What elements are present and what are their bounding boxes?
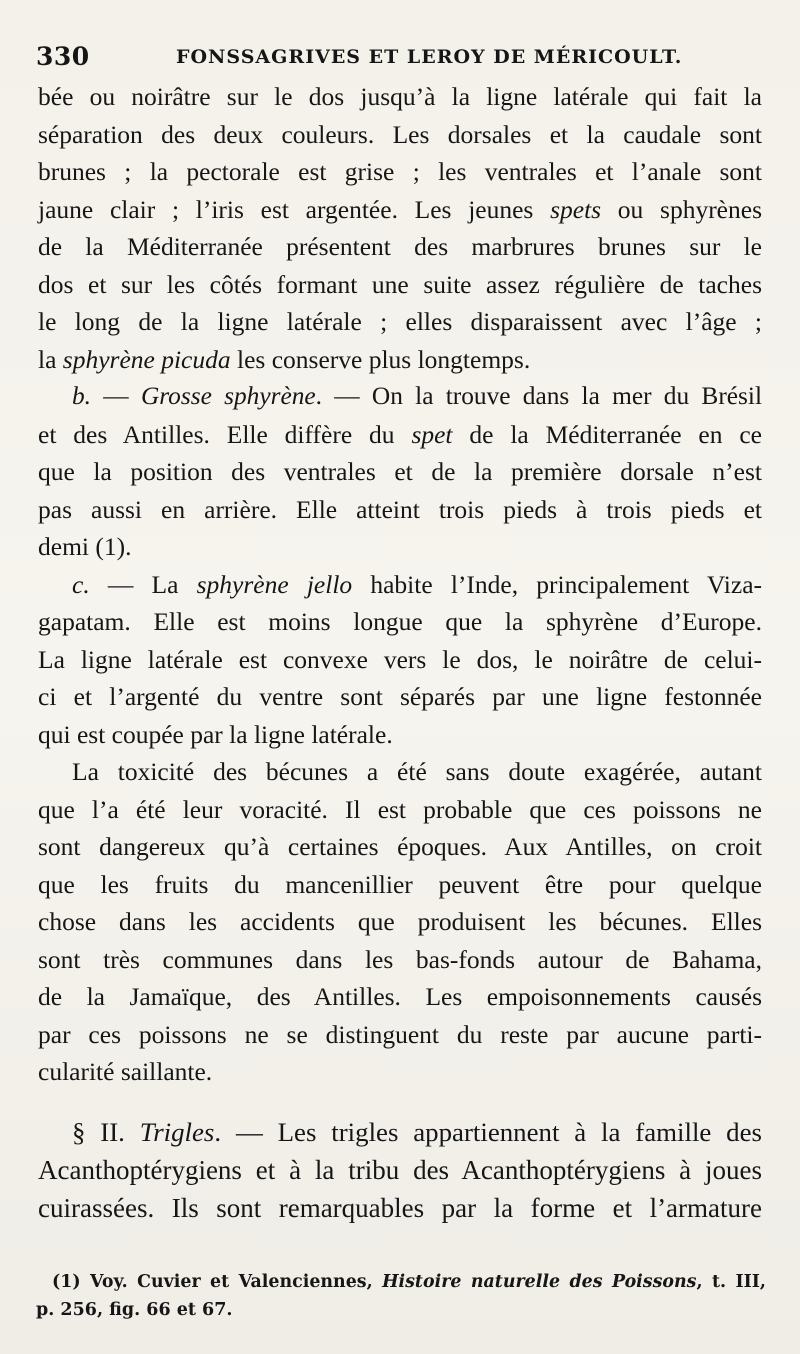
- text-line: chose dans les accidents que produisent les bécunes. Elles: [38, 907, 762, 936]
- text-line: La toxicité des bécunes a été sans doute exagérée, autant: [72, 757, 762, 786]
- text-line: cuirassées. Ils sont remarquables par la forme et l’armature: [38, 1192, 762, 1223]
- text-line: b. — Grosse sphyrène. — On la trouve dans la mer du Brésil: [72, 382, 762, 410]
- text-line: sont dangereux qu’à certaines époques. Aux Antilles, on croit: [38, 832, 762, 861]
- text-line: bée ou noirâtre sur le dos jusqu’à la ligne latérale qui fait la: [38, 82, 762, 111]
- section-heading-line: § II. Trigles. — Les trigles appartiennent à la famille des: [72, 1116, 762, 1147]
- text-line: c. — La sphyrène jello habite l’Inde, principalement Viza-: [72, 569, 762, 599]
- text-line: brunes ; la pectorale est grise ; les ventrales et l’anale sont: [38, 157, 762, 186]
- text-line: dos et sur les côtés formant une suite assez régulière de taches: [38, 269, 762, 299]
- text-line: que la position des ventrales et de la première dorsale n’est: [38, 457, 762, 486]
- text-line: Acanthoptérygiens et à la tribu des Acanthoptérygiens à joues: [38, 1154, 762, 1185]
- paragraph-sphyrene-coloring: [38, 78, 762, 378]
- text-line: de la Jamaïque, des Antilles. Les empoisonnements causés: [38, 982, 762, 1011]
- text-line: cularité saillante.: [38, 1057, 213, 1086]
- text-line: ci et l’argenté du ventre sont séparés par une ligne festonnée: [38, 682, 762, 711]
- text-line: de la Méditerranée présentent des marbrures brunes sur le: [38, 232, 762, 261]
- text-line: qui est coupée par la ligne latérale.: [38, 719, 393, 749]
- text-line: le long de la ligne latérale ; elles disparaissent avec l’âge ;: [38, 307, 762, 336]
- text-line: que les fruits du mancenillier peuvent être pour quelque: [38, 869, 762, 899]
- text-line: la sphyrène picuda les conserve plus longtemps.: [38, 344, 531, 374]
- paragraph-sphyrene-jello: [38, 566, 762, 754]
- text-line: pas aussi en arrière. Elle atteint trois pieds à trois pieds et: [38, 494, 762, 524]
- text-line: La ligne latérale est convexe vers le dos, le noirâtre de celui-: [38, 644, 762, 674]
- text-line: par ces poissons ne se distinguent du reste par aucune parti-: [38, 1019, 762, 1049]
- page-header: [36, 40, 766, 76]
- section-trigles: [38, 1113, 762, 1227]
- footnote-line: (1) Voy. Cuvier et Valenciennes, Histoire naturelle des Poissons, t. III,: [52, 1272, 766, 1292]
- text-line: jaune clair ; l’iris est argentée. Les jeunes spets ou sphyrènes: [38, 194, 762, 224]
- text-line: demi (1).: [38, 532, 132, 561]
- text-line: sont très communes dans les bas-fonds autour de Bahama,: [38, 944, 762, 974]
- paragraph-grosse-sphyrene: [38, 378, 762, 566]
- footnote-line: p. 256, fig. 66 et 67.: [36, 1300, 233, 1320]
- running-title: FONSSAGRIVES ET LEROY DE MÉRICOULT.: [176, 46, 683, 68]
- section-spacer: [38, 1091, 762, 1113]
- body-text: [38, 78, 762, 1227]
- text-line: gapatam. Elle est moins longue que la sphyrène d’Europe.: [38, 607, 762, 636]
- text-line: que l’a été leur voracité. Il est probable que ces poissons ne: [38, 794, 762, 824]
- paragraph-toxicite: [38, 753, 762, 1091]
- text-line: et des Antilles. Elle diffère du spet de la Méditerranée en ce: [38, 419, 762, 449]
- footnote: [36, 1268, 766, 1324]
- text-line: séparation des deux couleurs. Les dorsales et la caudale sont: [38, 119, 762, 149]
- page-number: 330: [36, 42, 90, 71]
